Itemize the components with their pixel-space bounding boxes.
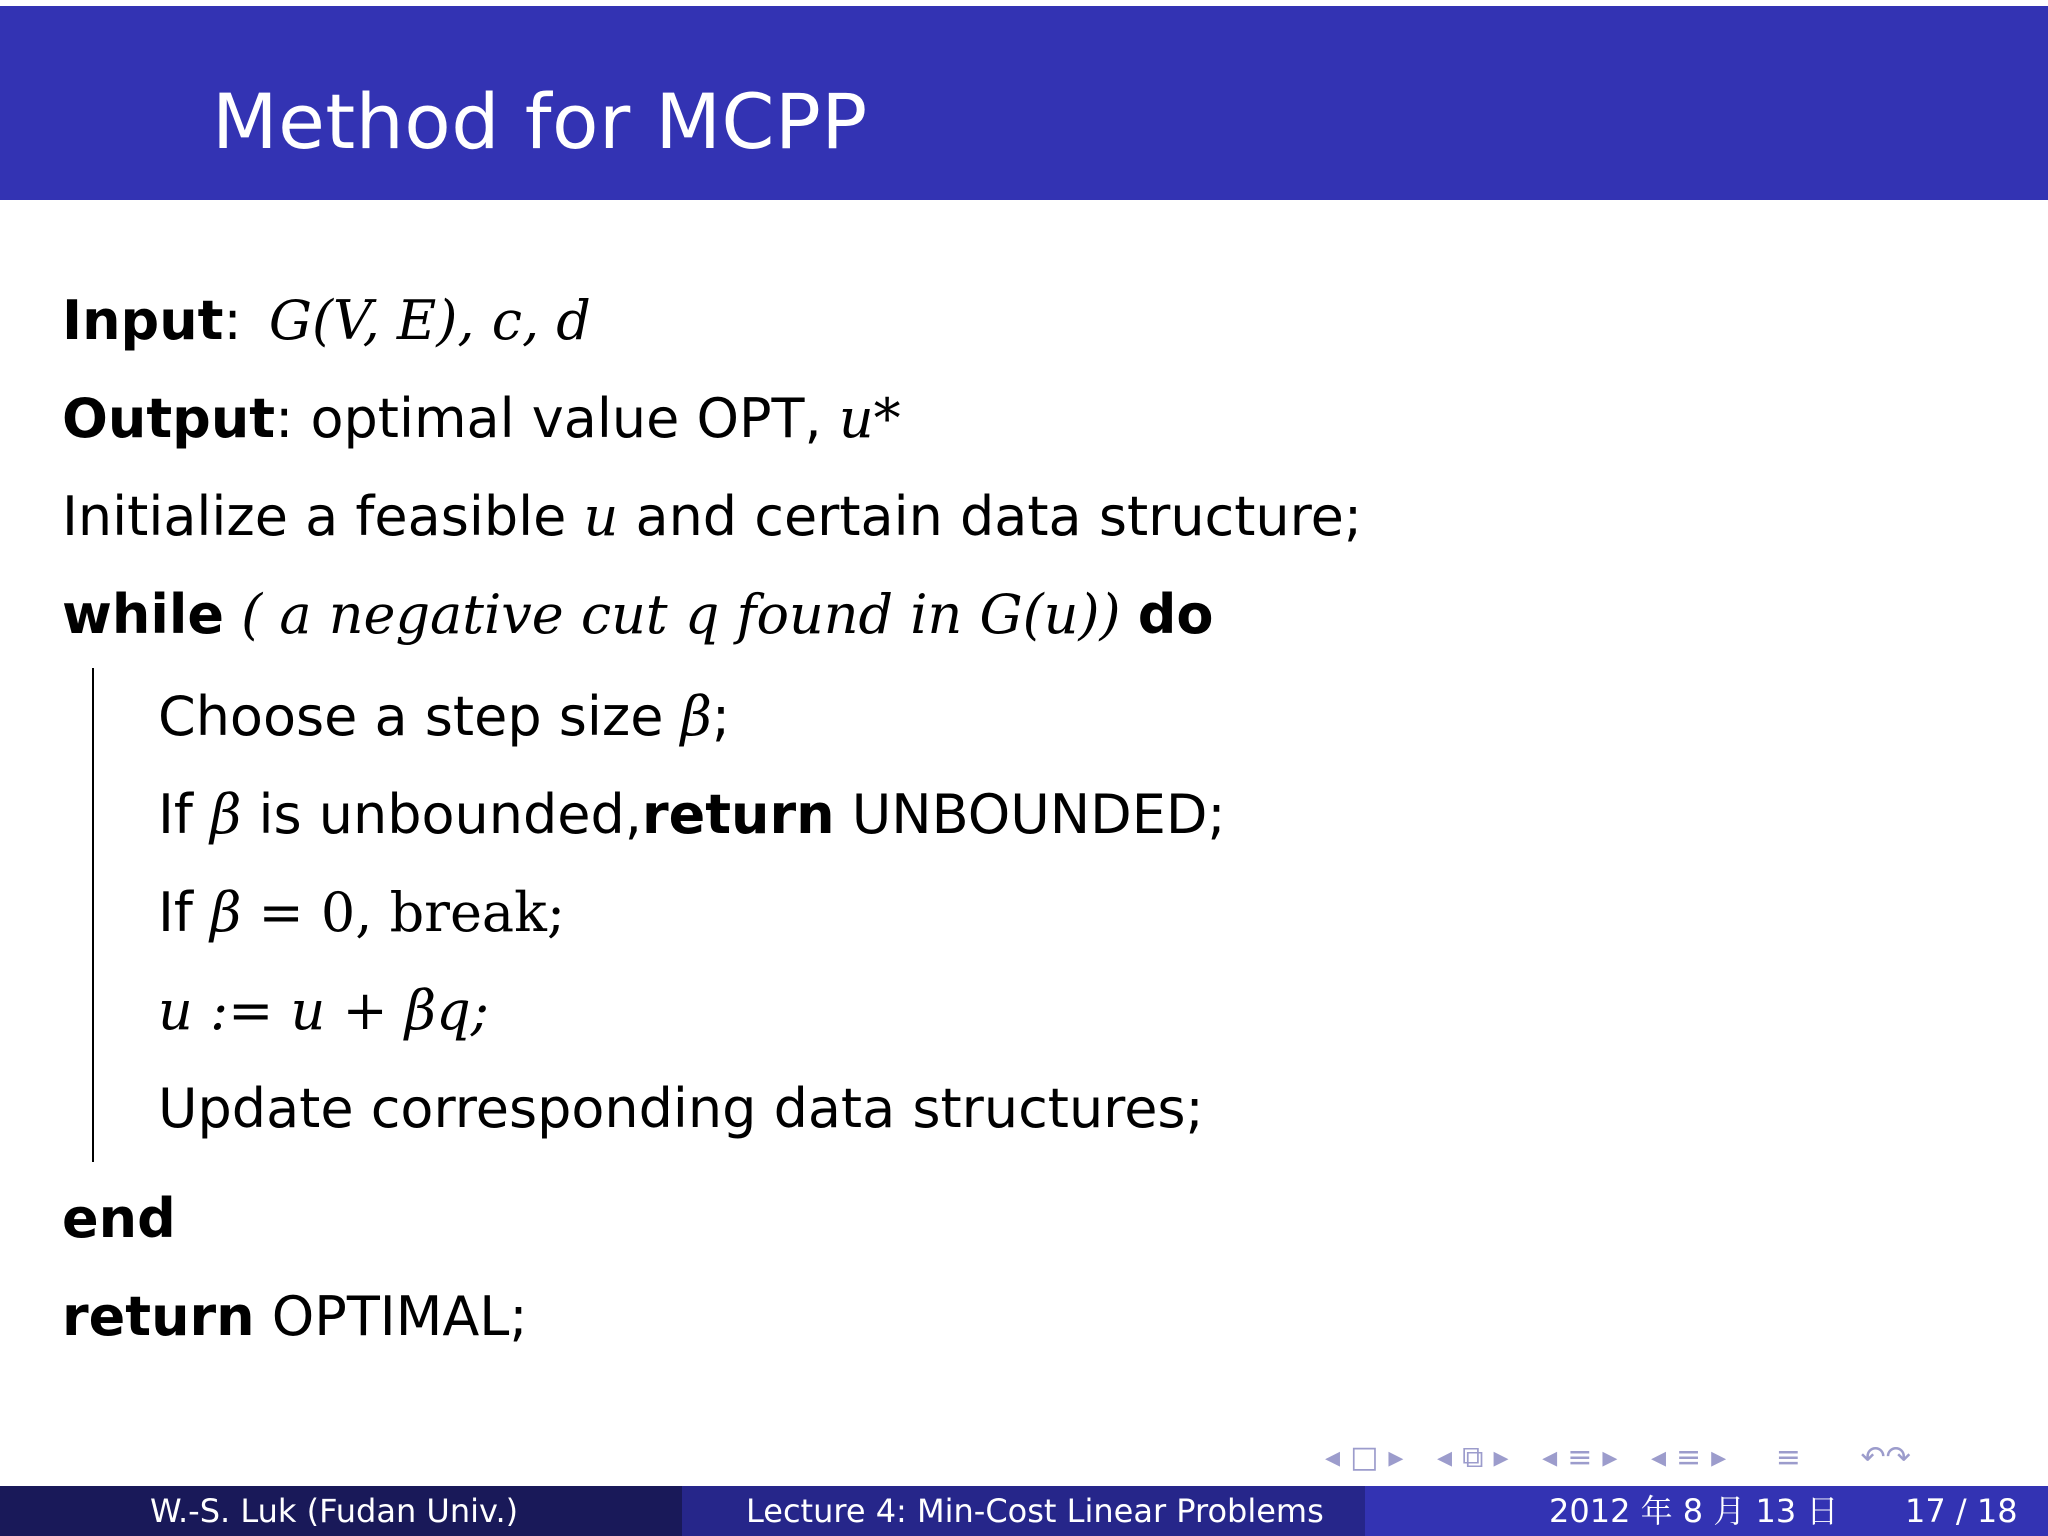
nav-prev-doc-icon[interactable]: ◂	[1650, 1440, 1666, 1475]
document-icon[interactable]: ≡	[1676, 1440, 1702, 1475]
beta-symbol: β	[210, 881, 242, 944]
while-keyword: while	[62, 583, 224, 646]
body-step-4	[158, 979, 489, 1042]
slide-title: Method for MCPP	[212, 77, 868, 166]
output-var: u*	[838, 387, 901, 450]
subsection-icon[interactable]: ⧉	[1462, 1440, 1484, 1475]
footer-lecture: Lecture 4: Min-Cost Linear Problems	[746, 1492, 1324, 1530]
step4-formula: u := u + βq;	[158, 979, 489, 1042]
beta-symbol: β	[210, 783, 242, 846]
footer-page-number: 17 / 18	[1905, 1492, 2018, 1530]
nav-prev-subsection-icon[interactable]: ◂	[1437, 1440, 1453, 1475]
nav-next-frame-icon[interactable]: ▸	[1388, 1440, 1404, 1475]
init-text-b: and certain data structure;	[618, 485, 1363, 548]
nav-next-subsection-icon[interactable]: ▸	[1493, 1440, 1509, 1475]
nav-next-section-icon[interactable]: ▸	[1602, 1440, 1618, 1475]
final-return-text: OPTIMAL;	[254, 1285, 528, 1348]
nav-next-doc-icon[interactable]: ▸	[1711, 1440, 1727, 1475]
footer-lecture-panel	[682, 1486, 1365, 1536]
init-text-a: Initialize a feasible	[62, 485, 584, 548]
step3-text-b: = 0, break;	[241, 881, 566, 944]
return-keyword: return	[641, 783, 835, 846]
init-var: u	[583, 485, 619, 548]
end-line	[62, 1187, 176, 1250]
step2-text-a: If	[158, 783, 211, 846]
while-line	[62, 583, 1214, 646]
do-keyword: do	[1137, 583, 1214, 646]
beta-symbol: β	[680, 685, 712, 748]
footer-date: 2012 年 8 月 13 日	[1549, 1492, 1839, 1530]
body-step-5	[158, 1077, 1204, 1140]
final-return-keyword: return	[62, 1285, 255, 1348]
output-line	[62, 387, 901, 450]
step2-text-c: UNBOUNDED;	[834, 783, 1226, 846]
return-line	[62, 1285, 528, 1348]
step1-text-a: Choose a step size	[158, 685, 681, 748]
step3-text-a: If	[158, 881, 211, 944]
nav-prev-frame-icon[interactable]: ◂	[1325, 1440, 1341, 1475]
footer-author-panel	[0, 1486, 682, 1536]
back-forward-search-icon[interactable]: ↶↷	[1860, 1440, 1911, 1475]
output-keyword: Output	[62, 387, 276, 450]
input-separator: :	[223, 289, 242, 352]
body-step-1	[158, 685, 731, 748]
input-text: G(V, E), c, d	[268, 289, 591, 352]
footer-date-panel	[1365, 1486, 2048, 1536]
appendix-icon[interactable]: ≡	[1775, 1440, 1801, 1475]
while-condition: ( a negative cut q found in G(u))	[241, 583, 1121, 646]
title-bar	[0, 6, 2048, 200]
footer-author: W.-S. Luk (Fudan Univ.)	[150, 1492, 519, 1530]
body-step-2	[158, 783, 1226, 846]
output-text: optimal value OPT,	[310, 387, 822, 450]
frame-icon[interactable]: □	[1350, 1440, 1379, 1475]
step1-text-b: ;	[711, 685, 731, 748]
body-step-3	[158, 881, 566, 944]
init-line	[62, 485, 1363, 548]
step5-text: Update corresponding data structures;	[158, 1077, 1204, 1140]
input-line	[62, 289, 591, 352]
section-icon[interactable]: ≡	[1567, 1440, 1593, 1475]
loop-body-bar	[92, 668, 94, 1162]
step2-text-b: is unbounded,	[241, 783, 642, 846]
nav-prev-section-icon[interactable]: ◂	[1542, 1440, 1558, 1475]
input-keyword: Input	[62, 289, 224, 352]
end-keyword: end	[62, 1187, 176, 1250]
beamer-navigation	[1325, 1438, 1921, 1478]
output-separator: :	[275, 387, 294, 450]
